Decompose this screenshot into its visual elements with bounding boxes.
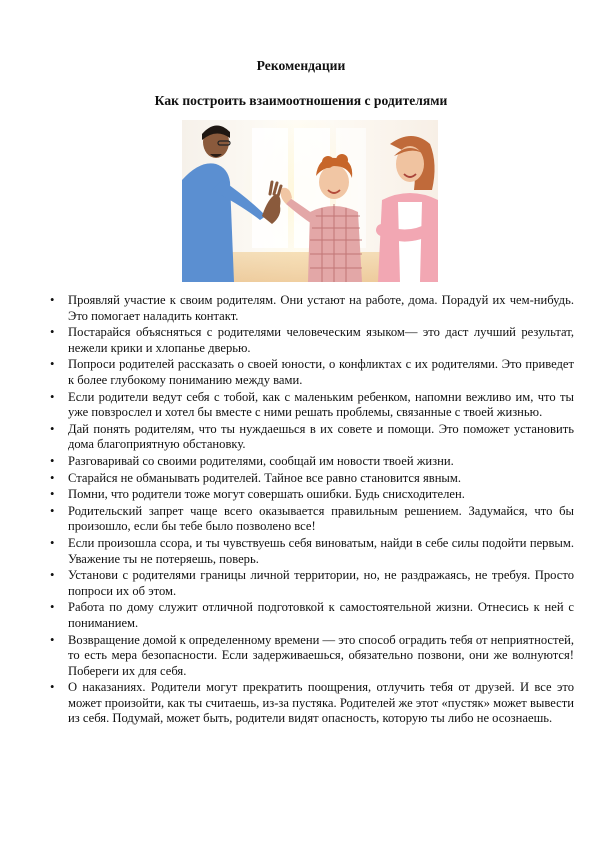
- list-item: • Помни, что родители тоже могут совершать ошибки. Будь снисходителен.: [50, 487, 574, 503]
- family-photo-icon: [182, 120, 438, 282]
- list-item: • Родительский запрет чаще всего оказывается правильным решением. Задумайся, что бы произошло, если бы тебе было позволено все!: [50, 504, 574, 535]
- list-item: • Попроси родителей рассказать о своей юности, о конфликтах с их родителями. Это приведет к более глубокому пониманию между вами.: [50, 357, 574, 388]
- page-heading: Рекомендации: [256, 58, 346, 73]
- list-item: • Если произошла ссора, и ты чувствуешь себя виноватым, найди в себе силы подойти первым. Уважение ты не потеряешь, поверь.: [50, 536, 574, 567]
- list-item: • Дай понять родителям, что ты нуждаешься в их совете и помощи. Это поможет установить дома благоприятную обстановку.: [50, 422, 574, 453]
- list-item: • Работа по дому служит отличной подготовкой к самостоятельной жизни. Отнесись к ней с пониманием.: [50, 600, 574, 631]
- list-item: • Возвращение домой к определенному времени — это способ оградить тебя от неприятностей, то есть мера безопасности. Если задерживаешься, обязательно позвони, они же волнуются! Побереги их для себя.: [50, 633, 574, 680]
- list-item: • Установи с родителями границы личной территории, но, не раздражаясь, не требуя. Просто попроси их об этом.: [50, 568, 574, 599]
- list-item: • Разговаривай со своими родителями, сообщай им новости твоей жизни.: [50, 454, 574, 470]
- list-item: • Старайся не обманывать родителей. Тайное все равно становится явным.: [50, 471, 574, 487]
- list-item: • О наказаниях. Родители могут прекратить поощрения, отлучить тебя от друзей. И все это может произойти, как ты считаешь, из-за пустяка. Родителей же этот «пустяк» может вывести из себя. Подумай, может быть, родители видят опасность, которую ты либо не осознаешь.: [50, 680, 574, 727]
- family-photo: [182, 120, 438, 282]
- list-item: • Проявляй участие к своим родителям. Они устают на работе, дома. Порадуй их чем-нибудь. Это помогает наладить контакт.: [50, 293, 574, 324]
- page-subheading: Как построить взаимоотношения с родителями: [154, 93, 448, 108]
- list-item: • Постарайся объясняться с родителями человеческим языком— это даст лучший результат, нежели крики и хлопанье дверью.: [50, 325, 574, 356]
- list-item: • Если родители ведут себя с тобой, как с маленьким ребенком, напомни вежливо им, что ты уже повзрослел и хотел бы вместе с ними решать проблемы, связанные с твоей жизнью.: [50, 390, 574, 421]
- recommendation-list: [50, 293, 574, 728]
